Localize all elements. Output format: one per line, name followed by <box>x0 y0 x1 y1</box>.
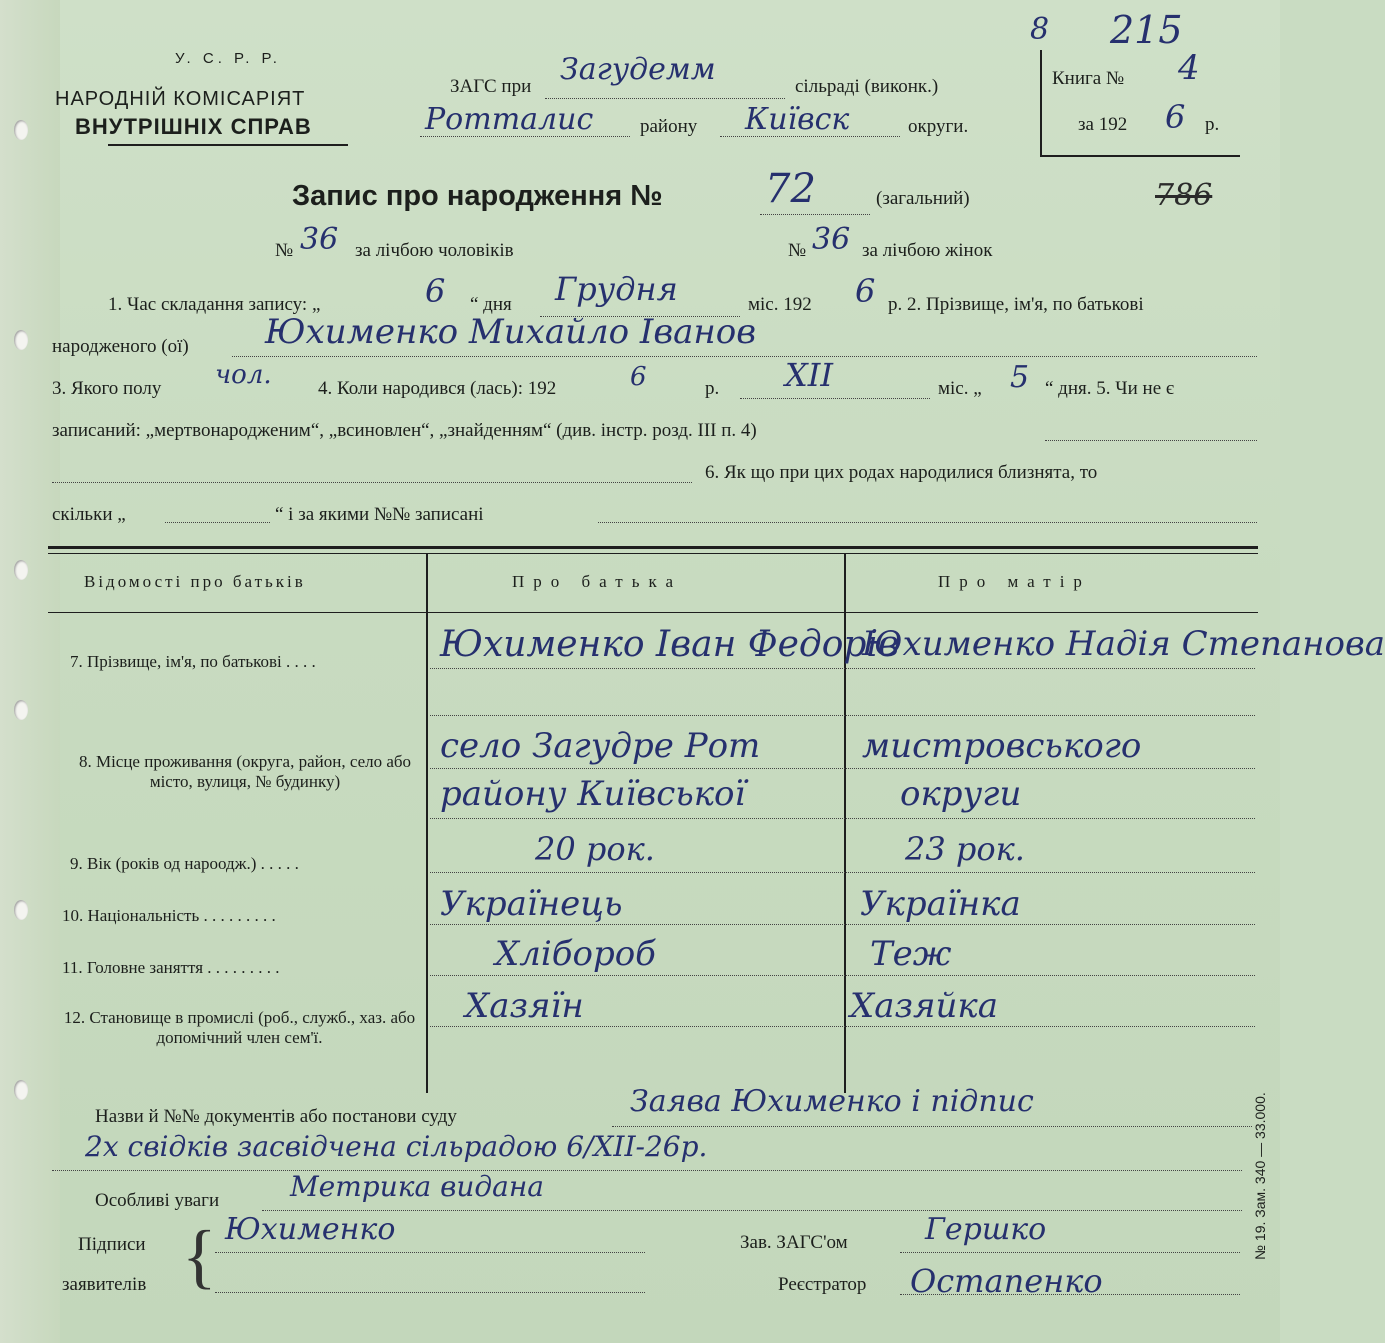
signatures-brace: { <box>182 1216 217 1296</box>
row-8-line-1 <box>430 768 1255 769</box>
field-6-numbers-label: “ і за якими №№ записані <box>275 504 484 525</box>
field-4-year: 6 <box>630 362 647 392</box>
book-number: 4 <box>1178 48 1200 88</box>
book-year-suffix: р. <box>1205 114 1220 135</box>
zags-council-label: сільраді (виконк.) <box>795 76 939 97</box>
women-count: 36 <box>812 222 851 257</box>
women-no-label: № <box>788 240 807 261</box>
row-8-line-1-right: мистровського <box>862 726 1142 766</box>
applicants-label: заявителів <box>62 1274 147 1295</box>
field-4-month-label: міс. „ <box>938 378 982 399</box>
row-10-label: 10. Національність . . . . . . . . . <box>62 906 276 925</box>
header-rule <box>108 144 348 146</box>
torn-left-edge <box>0 0 60 1343</box>
top-mark-1: 8 <box>1030 12 1050 47</box>
field-4-month-line <box>740 398 930 399</box>
row-8-line-2-left: району Київської <box>440 774 746 814</box>
table-header-father: Про батька <box>512 572 683 591</box>
applicant-signature: Юхименко <box>225 1212 396 1247</box>
ussr-label: У. С. Р. Р. <box>175 50 281 67</box>
record-number: 72 <box>765 166 816 212</box>
field-5-continuation-line <box>52 482 692 483</box>
field-1-label: 1. Час складання запису: „ <box>108 294 321 315</box>
record-general-label: (загальний) <box>876 188 970 209</box>
notes-line <box>262 1210 1242 1211</box>
field-2-name: Юхименко Михайло Іванов <box>265 312 757 352</box>
field-2-name-line <box>232 356 1257 357</box>
notes-label: Особливі уваги <box>95 1190 220 1211</box>
field-2-subject-label: народженого (ої) <box>52 336 189 357</box>
zags-prefix: ЗАГС при <box>450 76 532 97</box>
commissariat-line-2: ВНУТРІШНІХ СПРАВ <box>75 114 312 139</box>
men-count: 36 <box>300 222 339 257</box>
table-top-rule <box>48 546 1258 549</box>
book-year-digit: 6 <box>1165 98 1186 136</box>
row-7-line-2 <box>430 715 1255 716</box>
district-line <box>420 136 630 137</box>
field-6-count-label: скільки „ <box>52 504 126 525</box>
applicant-line-2 <box>215 1292 645 1293</box>
field-1-year-label: міс. 192 <box>748 294 812 315</box>
signatures-label: Підписи <box>78 1234 146 1255</box>
documents-handwritten-2: 2х свідків засвідчена сільрадою 6/XII-26р. <box>85 1130 708 1163</box>
district-label: району <box>640 116 698 137</box>
book-label: Книга № <box>1052 68 1125 89</box>
book-year-label: за 192 <box>1078 114 1128 135</box>
commissariat-line-1: НАРОДНІЙ КОМІСАРІЯТ <box>55 88 306 110</box>
field-4-year-suffix: р. <box>705 378 720 399</box>
row-7-label: 7. Прізвище, ім'я, по батькові . . . . <box>70 652 316 671</box>
field-2-label: р. 2. Прізвище, ім'я, по батькові <box>888 294 1144 315</box>
row-9-line <box>430 872 1255 873</box>
field-6-numbers-line <box>598 522 1257 523</box>
field-4-label: 4. Коли народився (лась): 192 <box>318 378 557 399</box>
okrug-label: округи. <box>908 116 969 137</box>
field-6-label: 6. Як що при цих родах народилися близнята, то <box>705 462 1098 483</box>
table-header-info: Відомості про батьків <box>84 572 306 591</box>
book-box-left <box>1040 50 1042 156</box>
row-7-father: Юхименко Іван Федорів <box>440 624 899 665</box>
field-6-count-line <box>165 522 270 523</box>
documents-handwritten-1: Заява Юхименко і підпис <box>630 1084 1034 1119</box>
field-1-day-label: “ дня <box>470 294 512 315</box>
women-label: за лічбою жінок <box>862 240 993 261</box>
row-8-label: 8. Місце проживання (округа, район, село або місто, вулиця, № будинку) <box>78 752 412 791</box>
field-4-day: 5 <box>1010 360 1030 395</box>
table-header-rule <box>48 612 1258 613</box>
row-12-label: 12. Становище в промислі (роб., служб., хаз. або допомічний член сем'ї. <box>63 1008 416 1047</box>
field-5-question: записаний: „мертвонародженим“, „всиновлен“, „знайденням“ (див. інстр. розд. ІІІ п. 4) <box>52 420 757 441</box>
row-12-line <box>430 1026 1255 1027</box>
documents-line-1 <box>612 1126 1252 1127</box>
record-number-line <box>760 214 870 215</box>
row-11-father: Хлібороб <box>495 934 656 974</box>
crossed-mark: 786 <box>1155 178 1213 213</box>
row-9-father: 20 рок. <box>535 830 655 868</box>
notes-handwritten: Метрика видана <box>290 1170 544 1203</box>
field-5-answer-line <box>1045 440 1257 441</box>
row-8-line-1-left: село Загудре Рот <box>440 726 761 766</box>
field-3-label: 3. Якого полу <box>52 378 162 399</box>
field-3-sex: чол. <box>215 360 272 390</box>
table-header-mother: Про матір <box>938 572 1091 591</box>
table-top-rule-thin <box>48 553 1258 554</box>
row-11-label: 11. Головне заняття . . . . . . . . . <box>62 958 280 977</box>
row-8-line-2-right: округи <box>900 774 1022 814</box>
row-11-mother: Теж <box>870 934 952 974</box>
zags-village-line <box>545 98 785 99</box>
row-7-line-1 <box>430 668 1255 669</box>
applicant-line-1 <box>215 1252 645 1253</box>
field-5-label: “ дня. 5. Чи не є <box>1045 378 1175 399</box>
field-4-month: XII <box>785 356 834 394</box>
zags-village-handwritten: Загудемм <box>560 52 716 87</box>
okrug-handwritten: Київск <box>745 102 850 137</box>
okrug-line <box>720 136 900 137</box>
row-9-mother: 23 рок. <box>905 830 1025 868</box>
row-12-mother: Хазяйка <box>850 986 999 1026</box>
print-code: № 19. Зам. 340 — 33.000. <box>1252 1092 1268 1260</box>
men-no-label: № <box>275 240 294 261</box>
field-1-month: Грудня <box>555 270 678 308</box>
row-10-father: Українець <box>440 884 623 924</box>
registrar-label: Реєстратор <box>778 1274 867 1295</box>
men-label: за лічбою чоловіків <box>355 240 514 261</box>
zags-head-line <box>900 1252 1240 1253</box>
row-9-label: 9. Вік (років од нароодж.) . . . . . <box>70 854 299 873</box>
row-11-line <box>430 975 1255 976</box>
row-7-mother: Юхименко Надія Степанова <box>862 624 1385 664</box>
book-box-bottom <box>1040 155 1240 157</box>
top-mark-2: 215 <box>1110 8 1183 52</box>
row-12-father: Хазяїн <box>465 986 584 1026</box>
registrar-line <box>900 1294 1240 1295</box>
row-10-line <box>430 924 1255 925</box>
district-handwritten: Ротталис <box>425 102 594 137</box>
zags-head-label: Зав. ЗАГС'ом <box>740 1232 848 1253</box>
record-title: Запис про народження № <box>292 180 663 212</box>
field-1-day: 6 <box>425 272 446 310</box>
field-1-year: 6 <box>855 272 876 310</box>
row-8-line-2 <box>430 818 1255 819</box>
documents-label: Назви й №№ документів або постанови суду <box>95 1106 457 1127</box>
table-divider-1 <box>426 553 428 1093</box>
row-10-mother: Українка <box>860 884 1021 924</box>
registrar-signature: Остапенко <box>910 1262 1103 1300</box>
documents-line-2 <box>52 1170 1242 1171</box>
zags-head-signature: Гершко <box>925 1212 1047 1247</box>
